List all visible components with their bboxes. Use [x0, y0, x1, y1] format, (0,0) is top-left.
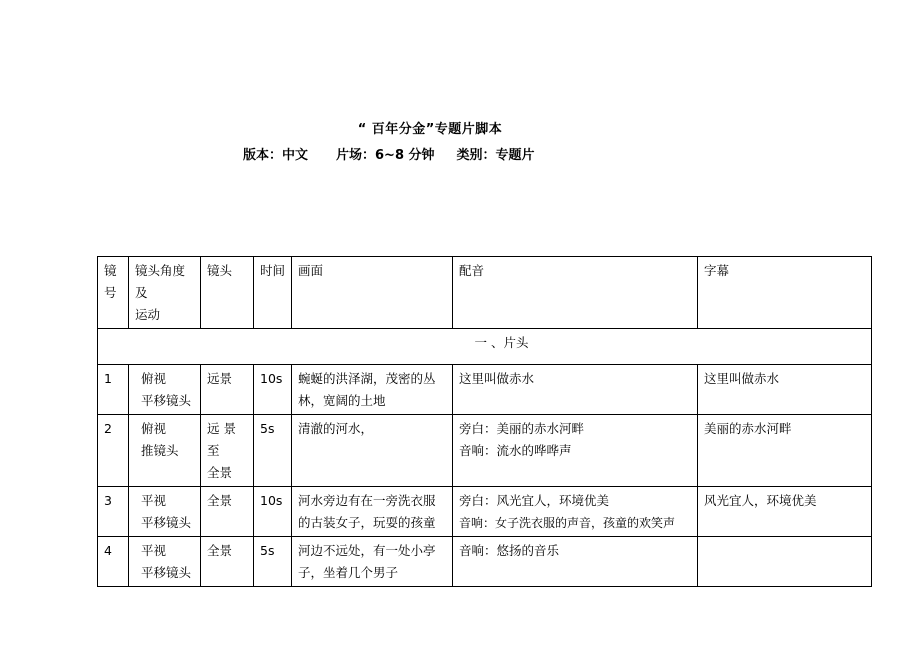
header-picture: 画面	[292, 257, 453, 329]
table-row	[98, 487, 872, 537]
header-shot-number: 镜 号	[98, 257, 129, 329]
cell-angle: 俯视 推镜头	[129, 415, 201, 487]
cell-angle: 平视 平移镜头	[129, 537, 201, 587]
cell-shot: 全景	[201, 537, 254, 587]
cell-audio: 音响：悠扬的音乐	[453, 537, 698, 587]
document-meta	[243, 144, 535, 163]
cell-picture: 清澈的河水，	[292, 415, 453, 487]
cell-subtitle: 美丽的赤水河畔	[698, 415, 872, 487]
section-row	[98, 329, 872, 365]
cell-picture: 河水旁边有在一旁洗衣服 的古装女子，玩耍的孩童	[292, 487, 453, 537]
cell-audio: 旁白：风光宜人，环境优美 音响：女子洗衣服的声音，孩童的欢笑声	[453, 487, 698, 537]
cell-no: 3	[98, 487, 129, 537]
meta-version: 版本：中文	[243, 148, 309, 163]
cell-picture: 蜿蜒的洪泽湖，茂密的丛 林，宽阔的土地	[292, 365, 453, 415]
header-shot: 镜头	[201, 257, 254, 329]
script-table	[97, 256, 872, 587]
meta-category: 类别：专题片	[456, 148, 535, 163]
cell-no: 2	[98, 415, 129, 487]
cell-no: 4	[98, 537, 129, 587]
header-subtitle: 字幕	[698, 257, 872, 329]
cell-shot: 远 景 至 全景	[201, 415, 254, 487]
cell-audio: 旁白：美丽的赤水河畔 音响：流水的哗哗声	[453, 415, 698, 487]
cell-picture: 河边不远处，有一处小亭 子，坐着几个男子	[292, 537, 453, 587]
cell-no: 1	[98, 365, 129, 415]
cell-shot: 远景	[201, 365, 254, 415]
cell-subtitle: 这里叫做赤水	[698, 365, 872, 415]
cell-angle: 俯视 平移镜头	[129, 365, 201, 415]
meta-duration: 片场：6~8 分钟	[336, 148, 435, 163]
cell-time: 5s	[254, 537, 292, 587]
cell-audio: 这里叫做赤水	[453, 365, 698, 415]
cell-angle: 平视 平移镜头	[129, 487, 201, 537]
cell-subtitle: 风光宜人，环境优美	[698, 487, 872, 537]
cell-time: 10s	[254, 487, 292, 537]
document-title: “ 百年分金”专题片脚本	[357, 122, 503, 137]
header-angle: 镜头角度及 运动	[129, 257, 201, 329]
cell-time: 5s	[254, 415, 292, 487]
table-row	[98, 415, 872, 487]
cell-time: 10s	[254, 365, 292, 415]
table-row	[98, 537, 872, 587]
header-time: 时间	[254, 257, 292, 329]
table-row	[98, 365, 872, 415]
section-title: 一 、片头	[98, 329, 872, 365]
table-header-row	[98, 257, 872, 329]
cell-shot: 全景	[201, 487, 254, 537]
cell-subtitle	[698, 537, 872, 587]
header-audio: 配音	[453, 257, 698, 329]
